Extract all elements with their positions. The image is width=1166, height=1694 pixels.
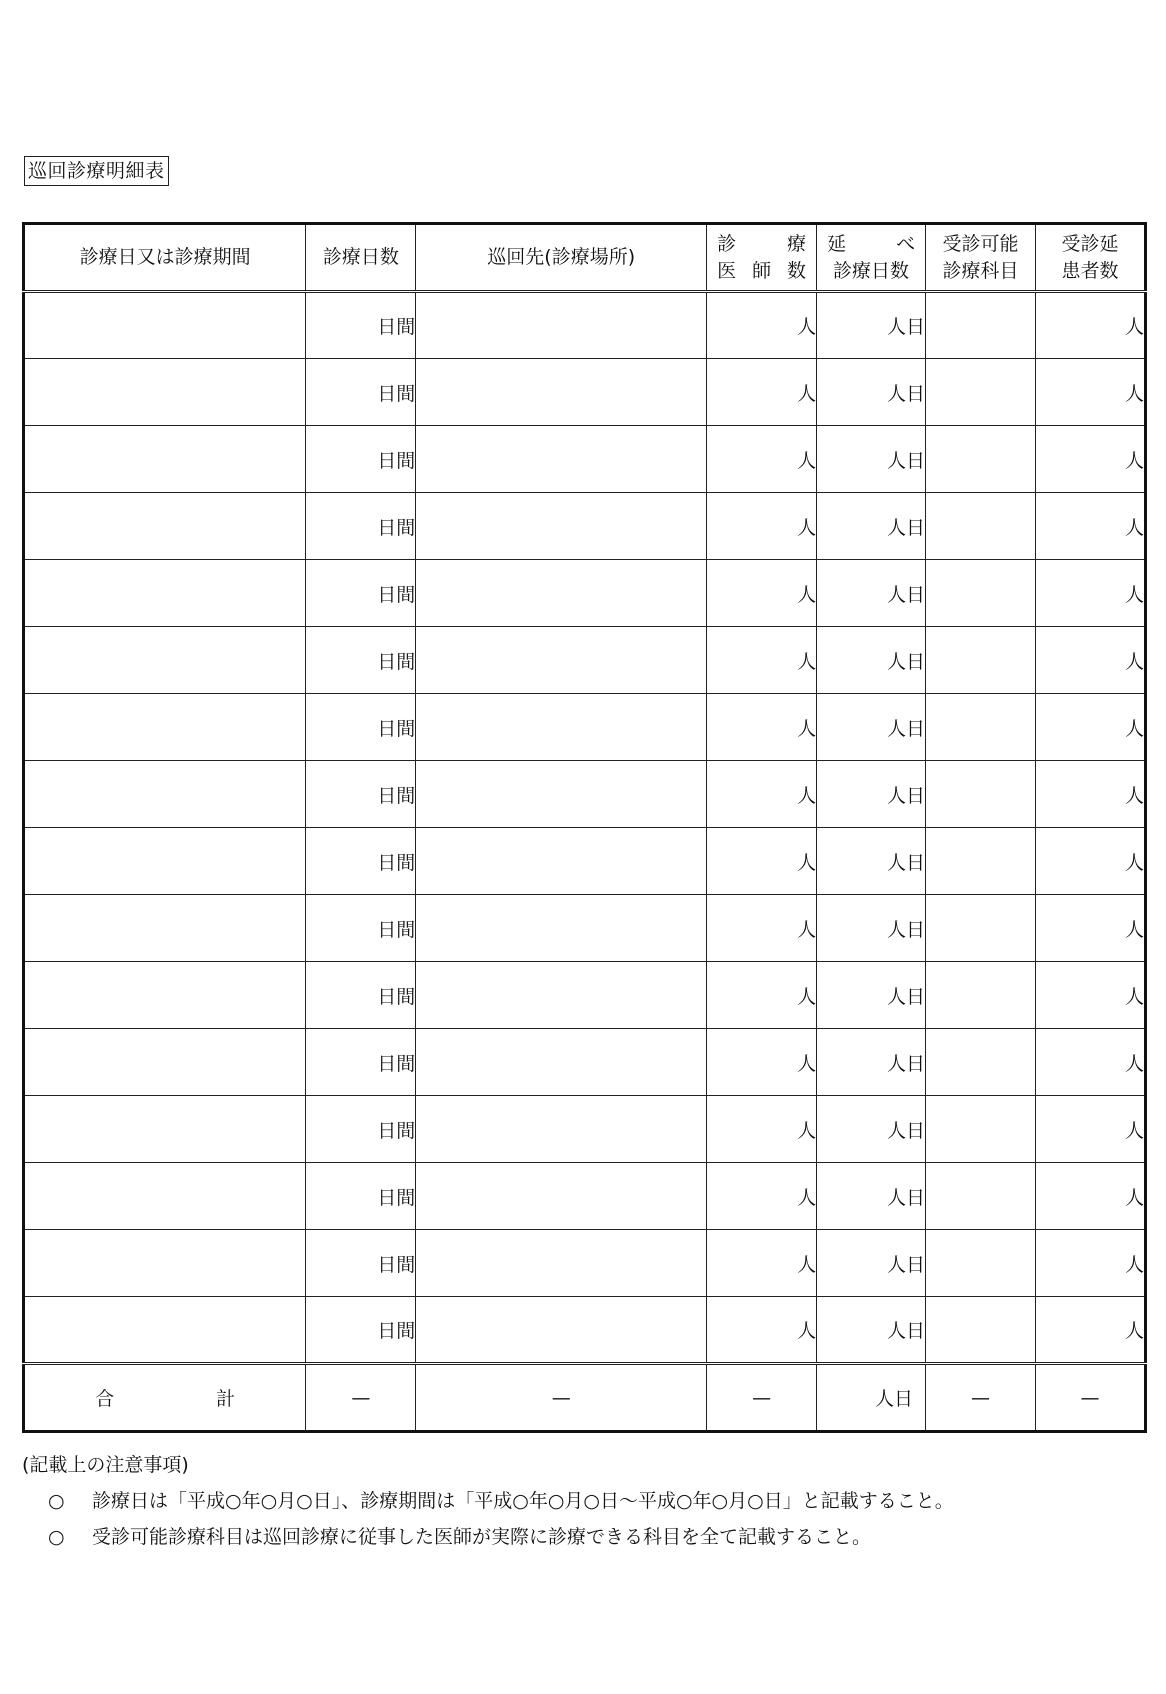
departments-cell[interactable]: [925, 828, 1035, 895]
place-cell[interactable]: [416, 359, 707, 426]
note-bullet: ○: [48, 1490, 65, 1512]
header-doctors-char: 診: [717, 232, 737, 255]
doctors-unit: 人: [797, 516, 817, 539]
place-cell[interactable]: [416, 627, 707, 694]
person-days-unit: 人日: [886, 851, 925, 874]
doctors-unit: 人: [797, 918, 817, 941]
person-days-unit: 人日: [886, 1119, 925, 1142]
patients-cell[interactable]: [1035, 1230, 1145, 1297]
days-unit: 日間: [377, 449, 416, 472]
period-cell[interactable]: [24, 828, 306, 895]
departments-cell[interactable]: [925, 1297, 1035, 1364]
period-cell[interactable]: [24, 426, 306, 493]
doctors-unit: 人: [797, 717, 817, 740]
person-days-cell[interactable]: [817, 962, 926, 1029]
doctors-cell[interactable]: [707, 426, 817, 493]
table-row: [24, 1163, 1146, 1230]
person-days-cell[interactable]: [817, 426, 926, 493]
total-doctors-cell: —: [707, 1364, 817, 1432]
header-total-days-char: べ: [895, 232, 915, 255]
departments-cell[interactable]: [925, 1230, 1035, 1297]
patients-cell[interactable]: [1035, 1029, 1145, 1096]
total-row: [24, 1364, 1146, 1432]
patients-cell[interactable]: [1035, 761, 1145, 828]
person-days-unit: 人日: [886, 449, 925, 472]
person-days-unit: 人日: [886, 516, 925, 539]
header-doctors: [707, 224, 817, 292]
days-cell[interactable]: [306, 359, 416, 426]
period-cell[interactable]: [24, 962, 306, 1029]
header-departments: [925, 224, 1035, 292]
notes-section: [22, 1447, 954, 1555]
days-unit: 日間: [377, 1186, 416, 1209]
person-days-unit: 人日: [886, 1253, 925, 1276]
person-days-cell[interactable]: [817, 895, 926, 962]
person-days-cell[interactable]: [817, 828, 926, 895]
table-row: [24, 895, 1146, 962]
doctors-cell[interactable]: [707, 962, 817, 1029]
doctors-cell[interactable]: [707, 828, 817, 895]
table-row: [24, 694, 1146, 761]
days-unit: 日間: [377, 583, 416, 606]
table-row: [24, 1297, 1146, 1364]
person-days-cell[interactable]: [817, 1029, 926, 1096]
table-row: [24, 627, 1146, 694]
days-unit: 日間: [377, 851, 416, 874]
patients-unit: 人: [1124, 784, 1144, 807]
person-days-cell[interactable]: [817, 761, 926, 828]
doctors-cell[interactable]: [707, 1096, 817, 1163]
header-patients-line2: 患者数: [1061, 259, 1119, 282]
days-unit: 日間: [377, 784, 416, 807]
person-days-cell[interactable]: [817, 359, 926, 426]
person-days-unit: 人日: [886, 382, 925, 405]
place-cell[interactable]: [416, 828, 707, 895]
patients-unit: 人: [1124, 449, 1144, 472]
header-patients-line1: 受診延: [1061, 232, 1119, 255]
table-row: [24, 761, 1146, 828]
place-cell[interactable]: [416, 1029, 707, 1096]
note-text: 診療日は「平成○年○月○日」、診療期間は「平成○年○月○日～平成○年○月○日」と記載すること。: [92, 1490, 954, 1512]
person-days-cell[interactable]: [817, 1163, 926, 1230]
place-cell[interactable]: [416, 493, 707, 560]
total-label-char: 合: [95, 1388, 115, 1410]
days-cell[interactable]: [306, 426, 416, 493]
header-total-days-line2: 診療日数: [833, 259, 910, 282]
patients-cell[interactable]: [1035, 426, 1145, 493]
person-days-cell[interactable]: [817, 627, 926, 694]
doctors-cell[interactable]: [707, 359, 817, 426]
days-cell[interactable]: [306, 292, 416, 359]
table-row: [24, 292, 1146, 359]
departments-cell[interactable]: [925, 962, 1035, 1029]
days-unit: 日間: [377, 717, 416, 740]
period-cell[interactable]: [24, 560, 306, 627]
days-unit: 日間: [377, 516, 416, 539]
period-cell[interactable]: [24, 493, 306, 560]
patients-cell[interactable]: [1035, 1096, 1145, 1163]
patients-cell[interactable]: [1035, 627, 1145, 694]
doctors-cell[interactable]: [707, 493, 817, 560]
departments-cell[interactable]: [925, 761, 1035, 828]
period-cell[interactable]: [24, 895, 306, 962]
days-unit: 日間: [377, 1253, 416, 1276]
table-row: [24, 828, 1146, 895]
place-cell[interactable]: [416, 1230, 707, 1297]
total-person-days-cell: 人日: [817, 1364, 926, 1432]
patients-unit: 人: [1124, 382, 1144, 405]
days-cell[interactable]: [306, 560, 416, 627]
table-row: [24, 1230, 1146, 1297]
person-days-cell[interactable]: [817, 292, 926, 359]
patients-cell[interactable]: [1035, 560, 1145, 627]
departments-cell[interactable]: [925, 426, 1035, 493]
days-cell[interactable]: [306, 761, 416, 828]
person-days-unit: 人日: [886, 1052, 925, 1075]
doctors-unit: 人: [797, 1320, 817, 1342]
departments-cell[interactable]: [925, 1163, 1035, 1230]
header-doctors-char: 療: [787, 232, 807, 255]
departments-cell[interactable]: [925, 292, 1035, 359]
period-cell[interactable]: [24, 1029, 306, 1096]
person-days-unit: 人日: [886, 650, 925, 673]
person-days-unit: 人日: [886, 583, 925, 606]
total-place-cell: —: [416, 1364, 707, 1432]
departments-cell[interactable]: [925, 359, 1035, 426]
total-patients-cell: —: [1035, 1364, 1145, 1432]
patients-unit: 人: [1124, 1320, 1144, 1342]
doctors-unit: 人: [797, 1186, 817, 1209]
days-unit: 日間: [377, 1320, 416, 1342]
days-cell[interactable]: [306, 493, 416, 560]
place-cell[interactable]: [416, 895, 707, 962]
doctors-unit: 人: [797, 650, 817, 673]
header-doctors-char: 数: [787, 259, 807, 282]
period-cell[interactable]: [24, 1163, 306, 1230]
doctors-cell[interactable]: [707, 1297, 817, 1364]
person-days-unit: 人日: [886, 316, 925, 338]
person-days-unit: 人日: [886, 918, 925, 941]
place-cell[interactable]: [416, 1297, 707, 1364]
header-departments-line1: 受診可能: [942, 232, 1019, 255]
person-days-cell[interactable]: [817, 1297, 926, 1364]
patients-cell[interactable]: [1035, 694, 1145, 761]
patients-unit: 人: [1124, 985, 1144, 1008]
period-cell[interactable]: [24, 292, 306, 359]
departments-cell[interactable]: [925, 493, 1035, 560]
days-unit: 日間: [377, 1052, 416, 1075]
table-row: [24, 359, 1146, 426]
doctors-cell[interactable]: [707, 1230, 817, 1297]
doctors-unit: 人: [797, 316, 817, 338]
table-row: [24, 493, 1146, 560]
table-row: [24, 426, 1146, 493]
patients-unit: 人: [1124, 717, 1144, 740]
days-cell[interactable]: [306, 694, 416, 761]
days-unit: 日間: [377, 1119, 416, 1142]
header-doctors-char: 医: [717, 259, 737, 282]
person-days-unit: 人日: [886, 784, 925, 807]
doctors-cell[interactable]: [707, 895, 817, 962]
total-label: [24, 1364, 306, 1432]
doctors-cell[interactable]: [707, 627, 817, 694]
note-item: [22, 1519, 954, 1555]
patients-cell[interactable]: [1035, 962, 1145, 1029]
patients-cell[interactable]: [1035, 1163, 1145, 1230]
person-days-cell[interactable]: [817, 694, 926, 761]
days-cell[interactable]: [306, 1096, 416, 1163]
patients-unit: 人: [1124, 918, 1144, 941]
total-departments-cell: —: [925, 1364, 1035, 1432]
doctors-cell[interactable]: [707, 1163, 817, 1230]
place-cell[interactable]: [416, 962, 707, 1029]
doctors-unit: 人: [797, 382, 817, 405]
place-cell[interactable]: [416, 1163, 707, 1230]
period-cell[interactable]: [24, 627, 306, 694]
header-departments-line2: 診療科目: [942, 259, 1019, 282]
person-days-unit: 人日: [886, 717, 925, 740]
doctors-unit: 人: [797, 1119, 817, 1142]
doctors-cell[interactable]: [707, 694, 817, 761]
days-unit: 日間: [377, 985, 416, 1008]
period-cell[interactable]: [24, 694, 306, 761]
person-days-unit: 人日: [886, 985, 925, 1008]
patients-unit: 人: [1124, 1186, 1144, 1209]
patients-unit: 人: [1124, 1119, 1144, 1142]
period-cell[interactable]: [24, 1096, 306, 1163]
detail-table: [22, 222, 1147, 1433]
doctors-cell[interactable]: [707, 761, 817, 828]
person-days-unit: 人日: [886, 1320, 925, 1342]
table-row: [24, 1096, 1146, 1163]
patients-unit: 人: [1124, 650, 1144, 673]
header-total-days-char: 延: [827, 232, 847, 255]
notes-heading: (記載上の注意事項): [22, 1454, 189, 1476]
days-cell[interactable]: [306, 1297, 416, 1364]
table-row: [24, 560, 1146, 627]
departments-cell[interactable]: [925, 560, 1035, 627]
days-unit: 日間: [377, 316, 416, 338]
days-cell[interactable]: [306, 962, 416, 1029]
header-days: 診療日数: [306, 224, 416, 292]
period-cell[interactable]: [24, 761, 306, 828]
patients-unit: 人: [1124, 1052, 1144, 1075]
person-days-unit: 人日: [886, 1186, 925, 1209]
departments-cell[interactable]: [925, 627, 1035, 694]
note-item: [22, 1483, 954, 1519]
doctors-unit: 人: [797, 851, 817, 874]
place-cell[interactable]: [416, 694, 707, 761]
doctors-unit: 人: [797, 449, 817, 472]
person-days-cell[interactable]: [817, 1230, 926, 1297]
departments-cell[interactable]: [925, 694, 1035, 761]
days-cell[interactable]: [306, 828, 416, 895]
person-days-cell[interactable]: [817, 1096, 926, 1163]
header-place: 巡回先(診療場所): [416, 224, 707, 292]
period-cell[interactable]: [24, 1297, 306, 1364]
days-cell[interactable]: [306, 1163, 416, 1230]
patients-cell[interactable]: [1035, 895, 1145, 962]
patients-unit: 人: [1124, 851, 1144, 874]
days-unit: 日間: [377, 918, 416, 941]
header-doctors-char: 師: [752, 259, 772, 282]
days-cell[interactable]: [306, 1029, 416, 1096]
document-title: 巡回診療明細表: [24, 156, 169, 186]
patients-unit: 人: [1124, 516, 1144, 539]
patients-unit: 人: [1124, 583, 1144, 606]
place-cell[interactable]: [416, 761, 707, 828]
total-label-char: 計: [216, 1388, 236, 1410]
departments-cell[interactable]: [925, 1096, 1035, 1163]
header-patients: [1035, 224, 1145, 292]
patients-cell[interactable]: [1035, 359, 1145, 426]
doctors-unit: 人: [797, 985, 817, 1008]
doctors-unit: 人: [797, 583, 817, 606]
doctors-unit: 人: [797, 784, 817, 807]
place-cell[interactable]: [416, 426, 707, 493]
note-bullet: ○: [48, 1526, 65, 1548]
days-cell[interactable]: [306, 627, 416, 694]
doctors-cell[interactable]: [707, 560, 817, 627]
patients-cell[interactable]: [1035, 828, 1145, 895]
table-row: [24, 1029, 1146, 1096]
period-cell[interactable]: [24, 1230, 306, 1297]
patients-cell[interactable]: [1035, 1297, 1145, 1364]
person-days-cell[interactable]: [817, 493, 926, 560]
days-cell[interactable]: [306, 1230, 416, 1297]
patients-unit: 人: [1124, 316, 1144, 338]
place-cell[interactable]: [416, 1096, 707, 1163]
place-cell[interactable]: [416, 292, 707, 359]
header-period: 診療日又は診療期間: [24, 224, 306, 292]
period-cell[interactable]: [24, 359, 306, 426]
patients-cell[interactable]: [1035, 292, 1145, 359]
departments-cell[interactable]: [925, 1029, 1035, 1096]
total-days-cell: —: [306, 1364, 416, 1432]
days-unit: 日間: [377, 382, 416, 405]
person-days-cell[interactable]: [817, 560, 926, 627]
departments-cell[interactable]: [925, 895, 1035, 962]
doctors-unit: 人: [797, 1052, 817, 1075]
patients-unit: 人: [1124, 1253, 1144, 1276]
note-text: 受診可能診療科目は巡回診療に従事した医師が実際に診療できる科目を全て記載すること。: [92, 1526, 872, 1548]
header-total-days: [817, 224, 926, 292]
header-row: [24, 224, 1146, 292]
days-cell[interactable]: [306, 895, 416, 962]
doctors-cell[interactable]: [707, 292, 817, 359]
patients-cell[interactable]: [1035, 493, 1145, 560]
place-cell[interactable]: [416, 560, 707, 627]
doctors-unit: 人: [797, 1253, 817, 1276]
doctors-cell[interactable]: [707, 1029, 817, 1096]
table-row: [24, 962, 1146, 1029]
days-unit: 日間: [377, 650, 416, 673]
